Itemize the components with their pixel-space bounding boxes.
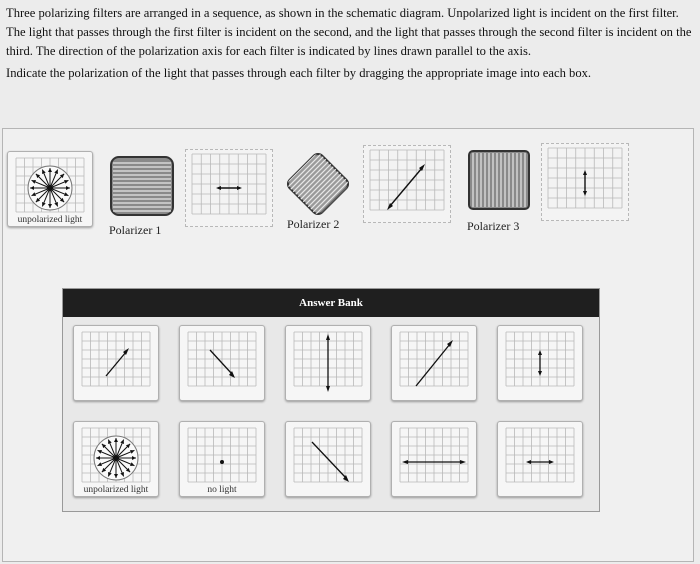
answer-diagonal-arrow[interactable] xyxy=(391,325,477,401)
question-paragraph: Three polarizing filters are arranged in a sequence, as shown in the schematic diagram. Unpolarized light is incident on the first filter. The light that passes through the first filter is incident on the second, and the light that passes through the second filter is incident on the third. The direction of the polarization axis for each filter is indicated by lines drawn parallel to the axis. xyxy=(6,6,692,58)
polarizer-1 xyxy=(103,151,189,227)
polarizer-2 xyxy=(277,147,363,223)
vertical-short-arrow-icon xyxy=(500,328,580,398)
vertical-arrow-icon xyxy=(288,328,368,398)
antidiagonal-short-arrow-icon xyxy=(182,328,262,398)
no-light-dot-icon xyxy=(182,424,262,494)
diagonal-arrow-icon xyxy=(364,146,450,222)
answer-antidiagonal-short-arrow[interactable] xyxy=(179,325,265,401)
answer-vertical-short-arrow[interactable] xyxy=(497,325,583,401)
answer-unpolarized-label: unpolarized light xyxy=(83,485,149,495)
answer-horizontal-short-arrow[interactable] xyxy=(497,421,583,497)
unpolarized-light-tile xyxy=(7,151,93,227)
answer-bank-title: Answer Bank xyxy=(63,289,599,317)
answer-no-light[interactable] xyxy=(179,421,265,497)
vertical-short-arrow-icon xyxy=(542,144,628,220)
answer-diagonal-short-arrow[interactable] xyxy=(73,325,159,401)
horizontal-short-arrow-icon xyxy=(500,424,580,494)
antidiagonal-arrow-icon xyxy=(288,424,368,494)
horizontal-arrow-icon xyxy=(394,424,474,494)
diagonal-short-arrow-icon xyxy=(76,328,156,398)
answer-vertical-arrow[interactable] xyxy=(285,325,371,401)
horizontal-short-arrow-icon xyxy=(186,150,272,226)
polarizer-1-label: Polarizer 1 xyxy=(109,223,162,237)
unpolarized-light-icon xyxy=(76,424,156,494)
drop-box-1[interactable] xyxy=(185,149,273,227)
polarizer-3-vertical-lines-icon xyxy=(461,149,541,219)
unpolarized-light-icon xyxy=(10,154,90,224)
question-instruction: Indicate the polarization of the light that passes through each filter by dragging the appropriate image into each box. xyxy=(6,66,592,80)
drop-box-2[interactable] xyxy=(363,145,451,223)
source-label: unpolarized light xyxy=(17,215,83,225)
answer-bank xyxy=(62,288,600,512)
answer-antidiagonal-arrow[interactable] xyxy=(285,421,371,497)
polarizer-3 xyxy=(459,147,545,223)
answer-unpolarized-light[interactable] xyxy=(73,421,159,497)
diagonal-arrow-icon xyxy=(394,328,474,398)
question-text xyxy=(6,4,692,83)
drop-box-3[interactable] xyxy=(541,143,629,221)
answer-horizontal-arrow[interactable] xyxy=(391,421,477,497)
answer-no-light-label: no light xyxy=(207,485,237,495)
polarizer-2-label: Polarizer 2 xyxy=(287,217,340,231)
polarizer-2-diagonal-lines-icon xyxy=(279,149,359,225)
polarizer-1-horizontal-lines-icon xyxy=(105,153,185,223)
polarizer-3-label: Polarizer 3 xyxy=(467,219,520,233)
